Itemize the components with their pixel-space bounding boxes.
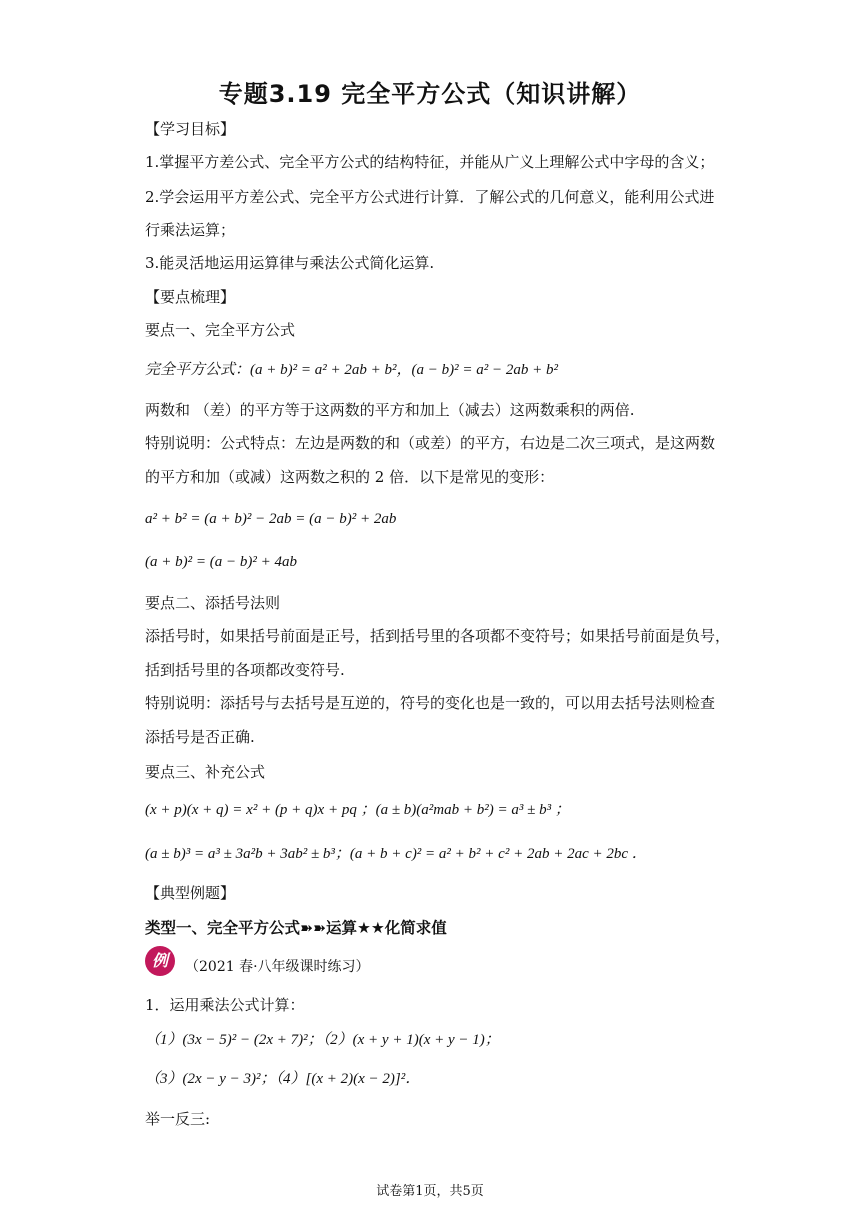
question-1-parts-b: （3）(2x − y − 3)²；（4）[(x + 2)(x − 2)]²．	[145, 1071, 421, 1087]
point-3-heading: 要点三、补充公式	[145, 763, 266, 781]
note-1-line-1: 特别说明：公式特点：左边是两数的和（或差）的平方，右边是二次三项式，是这两数	[145, 434, 716, 452]
goal-2-line-2: 行乘法运算；	[145, 221, 236, 239]
rule-2-line-1: 添括号时，如果括号前面是正号，括到括号里的各项都不变符号；如果括号前面是负号，	[145, 627, 731, 645]
note-1-line-2: 的平方和加（或减）这两数之积的 2 倍．以下是常见的变形：	[145, 468, 555, 486]
goals-heading: 【学习目标】	[145, 120, 236, 138]
page-title: 专题3.19 完全平方公式（知识讲解）	[218, 80, 642, 108]
point-2-heading: 要点二、添括号法则	[145, 594, 281, 612]
points-heading: 【要点梳理】	[145, 288, 236, 306]
type-1-heading: 类型一、完全平方公式➽➽运算★★化简求值	[145, 919, 447, 937]
practice-heading: 举一反三:	[145, 1110, 211, 1128]
rule-2-line-2: 括到括号里的各项都改变符号.	[145, 661, 345, 679]
example-source: （2021 春·八年级课时练习）	[185, 959, 370, 975]
description-1: 两数和 （差）的平方等于这两数的平方和加上（减去）这两数乘积的两倍.	[145, 401, 635, 419]
goal-1: 1.掌握平方差公式、完全平方公式的结构特征，并能从广义上理解公式中字母的含义；	[145, 153, 715, 171]
question-1: 1．运用乘法公式计算：	[145, 996, 305, 1014]
goal-2-line-1: 2.学会运用平方差公式、完全平方公式进行计算．了解公式的几何意义，能利用公式进	[145, 188, 715, 206]
variant-formula-1: a² + b² = (a + b)² − 2ab = (a − b)² + 2ab	[145, 511, 397, 527]
supplement-formula-1: (x + p)(x + q) = x² + (p + q)x + pq ；(a ± b)(a²mab + b²) = a³ ± b³ ；	[145, 802, 570, 818]
variant-formula-2: (a + b)² = (a − b)² + 4ab	[145, 554, 297, 570]
point-1-heading: 要点一、完全平方公式	[145, 321, 296, 339]
page-footer: 试卷第1页，共5页	[376, 1184, 484, 1199]
question-1-parts-a: （1）(3x − 5)² − (2x + 7)²；（2）(x + y + 1)(x + y − 1)；	[145, 1032, 500, 1048]
goal-3: 3.能灵活地运用运算律与乘法公式简化运算.	[145, 254, 435, 272]
examples-heading: 【典型例题】	[145, 884, 236, 902]
note-2-line-1: 特别说明：添括号与去括号是互逆的，符号的变化也是一致的，可以用去括号法则检查	[145, 694, 716, 712]
example-badge-icon: 例	[145, 946, 175, 976]
supplement-formula-2: (a ± b)³ = a³ ± 3a²b + 3ab² ± b³；(a + b + c)² = a² + b² + c² + 2ab + 2ac + 2bc ．	[145, 846, 647, 862]
note-2-line-2: 添括号是否正确.	[145, 728, 255, 746]
formula-main: 完全平方公式：(a + b)² = a² + 2ab + b²，(a − b)² = a² − 2ab + b²	[145, 362, 558, 378]
